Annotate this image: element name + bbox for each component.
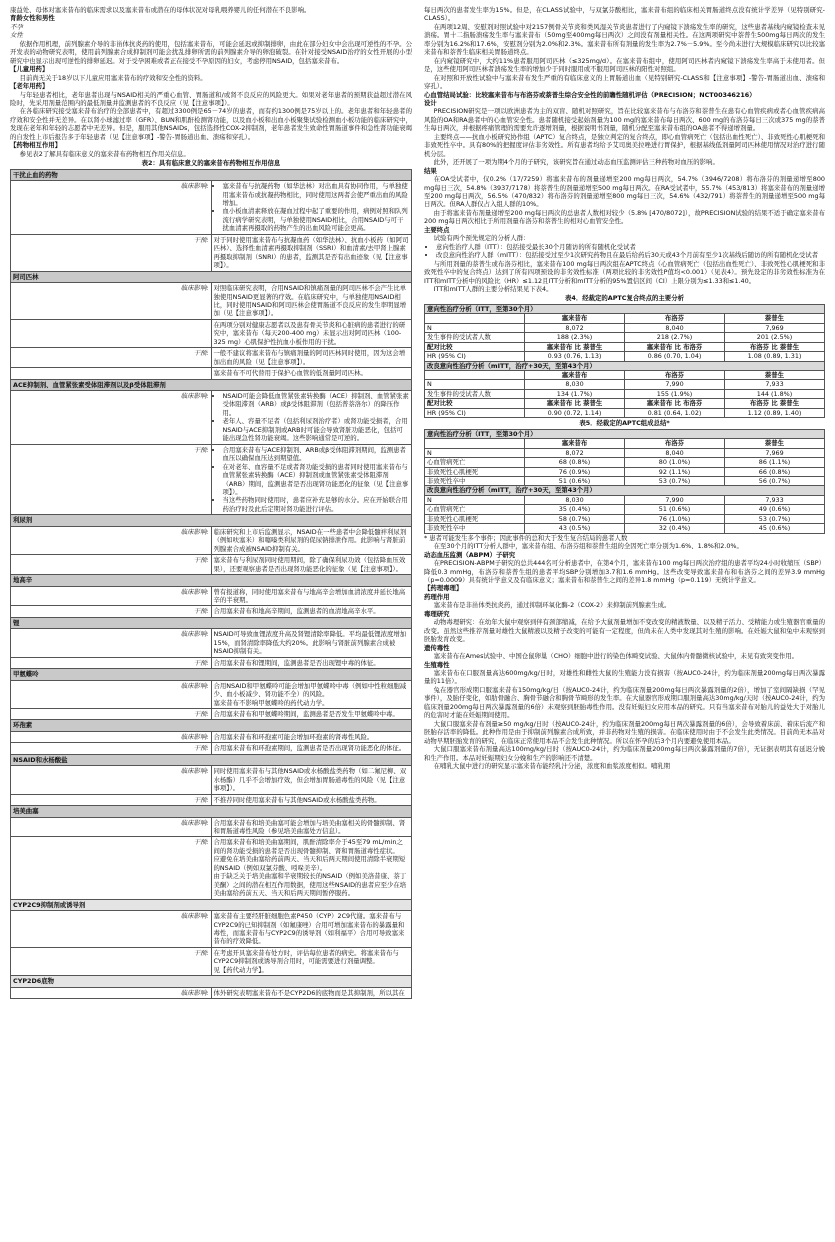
population-list (424, 243, 825, 260)
row-label: 配对比较 (425, 399, 525, 408)
table-row (11, 629, 412, 657)
table-cell: 塞来昔布 (525, 439, 625, 448)
table-row (425, 524, 825, 533)
cell-text: 由于缺乏关于培美曲塞和半衰期较长的NSAID（例如美洛昔康、萘丁美酮）之间的潜在相互作用数据，使用这些NSAID的患者应至少在培美曲塞给药前五天、当天和后两天期间暂停服药。 (213, 872, 407, 898)
row-label: 非致死性心肌梗死 (425, 467, 525, 476)
cell-text: 曾有报道称，同时使用塞来昔布与地高辛会增加血清浓度并延长地高辛的半衰期。 (213, 587, 406, 604)
table-row (425, 342, 825, 351)
cell-text: 合用塞来昔布和培美曲塞可能会增加与培美曲塞相关的骨髓抑制、肾和胃肠道毒性风险（参见培美曲塞处方信息）。 (213, 818, 406, 835)
row-label: 干预: (11, 794, 212, 805)
table-row (11, 368, 412, 379)
row-label: 配对比较 (425, 342, 525, 351)
row-content (211, 708, 412, 719)
row-label (425, 371, 525, 380)
table-row (11, 283, 412, 320)
row-label: 临床影响: (11, 731, 212, 742)
cell-text: 塞来昔布与利尿剂同时使用期间，除了确保利尿功效（包括降血压效果），还要观察患者是否出现肾功能恶化的征象（见【注意事项】）。 (213, 556, 406, 573)
table-cell: 萘普生 (725, 439, 825, 448)
table-cell: 布洛芬 (625, 371, 725, 380)
table-cell: 80 (1.0%) (625, 458, 725, 467)
table-row (425, 514, 825, 523)
list-item: • 合用塞来昔布与ACE抑制剂、ARB或β受体阻滞剂期间，监测患者血压以确保血压达到期望值。 (223, 446, 410, 463)
row-content (211, 657, 412, 668)
section-header: 干扰止血的药物 (11, 169, 412, 180)
section-header: 阿司匹林 (11, 271, 412, 282)
row-label: 发生事件的受试者人数 (425, 389, 525, 398)
table-cell: 布洛芬 比 萘普生 (725, 399, 825, 408)
table5-footnote: * 患者可能发生多个事件；因此事件的总和大于发生复合结局的患者人数 (424, 533, 628, 542)
cell-text: 临床研究和上市后监测显示，NSAID在一些患者中会降低髓袢利尿剂（例如呋塞米）和噻嗪类利尿剂的促尿钠排泄作用。此影响与肾脏前列腺素合成被NSAID抑制有关。 (213, 527, 407, 553)
table-row (11, 234, 412, 271)
table-row (11, 586, 412, 606)
row-content (211, 794, 412, 805)
row-label: N (425, 380, 525, 389)
table-row (11, 348, 412, 368)
table-section-header: 改良意向性治疗分析（mITT，治疗+30天，至第43个月） (425, 361, 825, 370)
table-cell: 53 (0.7%) (625, 477, 725, 486)
table-cell: 7,990 (625, 495, 725, 504)
row-label (425, 439, 525, 448)
heading-toxicology: 毒理研究 (424, 609, 450, 618)
row-label: N (425, 448, 525, 457)
paragraph-class-trial: 每日两次的患者发生率为15%。但是，在CLASS试验中，与双氯芬酸相比，塞来昔布组的临床相关胃肠道终点没有统计学差异（见特别研究-CLASS）。 (424, 6, 825, 23)
table-row (425, 429, 825, 438)
table-cell: 53 (0.7%) (725, 514, 825, 523)
row-label: 干预: (11, 743, 212, 754)
table-cell: 76 (0.9%) (525, 467, 625, 476)
section-row (11, 976, 412, 987)
table-cell: 58 (0.7%) (525, 514, 625, 523)
cell-text: 合用塞来昔布和培美曲塞期间，肌酐清除率介于45至79 mL/min之间的肾功能受损的患者是否出现骨髓抑制、肾和胃肠道毒性症状。 (213, 838, 403, 855)
table-row (11, 731, 412, 742)
row-label: 临床影响: (11, 283, 212, 320)
table-row (11, 766, 412, 794)
table-cell: 68 (0.8%) (525, 458, 625, 467)
row-label: 非致死性心肌梗死 (425, 514, 525, 523)
row-content (211, 234, 412, 271)
paragraph-substudy: 此外，还开展了一项为期4个月的子研究，该研究旨在通过动态血压监测评估三种药物对血压的影响。 (433, 158, 719, 167)
table-section-header: 意向性治疗分析（ITT，至第30个月） (425, 429, 825, 438)
row-label: 心血管病死亡 (425, 458, 525, 467)
paragraph-pharmacology: 塞来昔布是非甾体类抗炎药，通过抑制环氧化酶-2（COX-2）来抑制前列腺素生成。 (433, 601, 671, 610)
cell-text: 对照临床研究表明，合用NSAID和镇痛剂量的阿司匹林不会产生比单独使用NSAID更显著的疗效。在临床研究中，与单独使用NSAID相比，同时使用NSAID和阿司匹林会使胃肠道不良反应的发生率明显增加（见【注意事项】）。 (213, 284, 407, 318)
paragraph-repro-4: 大鼠口服塞来昔布剂量高达100mg/kg/日时（按AUC0-24计，约为临床剂量200mg每日两次暴露剂量的7倍），无证据表明其有延迟分娩和生产作用。本品对妊娠期妇女分娩和生产的影响还不清楚。 (424, 745, 825, 762)
row-content (211, 987, 412, 998)
table-section-header: 意向性治疗分析（ITT，至第30个月） (425, 304, 825, 313)
table-row (11, 657, 412, 668)
paragraph-repro-3: 大鼠口服塞来昔布剂量≥50 mg/kg/日时（按AUC0-24计，约为临床剂量200mg每日两次暴露剂量的6倍），会导致着床前、着床后流产和胚胎存活率的降低。此种作用是由于抑制前列腺素合成所致，并非药物对生殖的损害。在临床使用时由于不会发生此类情况。目前尚无本品对动物早期胚胎发育的研究，在临床正常使用本品不会发生此种情况。所以在怀孕的后3个月内要避免使用本品。 (424, 719, 825, 745)
heading-infertility: 不孕 (10, 22, 23, 31)
section-header: 地高辛 (11, 575, 412, 586)
left-column (10, 6, 412, 1238)
paragraph-mortality: 在至30个月的ITT分析人群中，塞来昔布组、布洛芬组和萘普生组的全因死亡率分别为1.6%、1.8%和2.0%。 (433, 542, 743, 551)
row-label: 干预: (11, 708, 212, 719)
section-row (11, 271, 412, 282)
cell-text: 合用塞来昔布和环孢素期间，监测患者是否出现肾功能恶化的体征。 (213, 744, 406, 753)
table-row (425, 361, 825, 370)
row-label: 干预: (11, 657, 212, 668)
heading-genotoxicity: 遗传毒性 (424, 643, 450, 652)
paragraph-repro-2: 兔在器官形成期口服塞来昔布150mg/kg/日（按AUC0-24计，约为临床剂量200mg每日两次暴露剂量的2倍），增加了室间隔缺损（罕见事件），及胎仔变化，如肋骨融合、胸骨节融合和胸骨节畸形的发生率。在大鼠器官形成期口服剂量高达30mg/kg/天时（按AUC0-24计，约为临床剂量200mg每日两次暴露剂量的6倍）未观察到胚胎毒性作用。没有妊娠妇女应用本品的研究。只有当塞来昔布对胎儿的益处大于对胎儿的危害时才能在妊娠期间使用。 (424, 685, 825, 720)
table-row (11, 708, 412, 719)
list-item: • 老年人、容量不足者（包括利尿剂治疗者）或肾功能受损者，合用NSAID与ACE抑制剂或ARB时可能会导致肾脏功能恶化，包括可能出现急性肾功能衰竭。这些影响通常是可逆的。 (223, 417, 410, 442)
list-item-itt: • 意向性治疗人群（ITT）：包括接受最长30个月随访的所有随机化受试者 (436, 243, 825, 251)
table-cell: 8,030 (525, 380, 625, 389)
table-cell: 8,072 (525, 323, 625, 332)
heading-cv-outcome: 心血管结局试验：比较塞来昔布与布洛芬或萘普生综合安全性的前瞻性随机评估（PRECISION；NCT00346216） (424, 90, 756, 99)
table-cell: 45 (0.6%) (725, 524, 825, 533)
table-cell: 8,030 (525, 495, 625, 504)
paragraph-dose-escalation: 在OA受试者中，仅0.2%（17/7259）将塞来昔布的剂量递增至200 mg每日两次，54.7%（3946/7208）将布洛芬的剂量递增至800 mg每日三次，54.8%（3937/7178）将萘普生的剂量递增至500 mg每日两次。在RA受试者中，55.7%（453/813）将塞来昔布的剂量递增至200 mg每日两次，56.5%（470/832）将布洛芬的剂量递增至800 mg每日三次，54.6%（432/791）将萘普生的剂量递增至500 mg每日两次。但RA人群仅占入组人群的10%。 (424, 175, 825, 209)
row-content (211, 837, 412, 899)
row-label: 非致死性卒中 (425, 524, 525, 533)
table-cell: 201 (2.5%) (725, 333, 825, 342)
table-row (425, 467, 825, 476)
section-header: NSAID和水杨酸盐 (11, 754, 412, 765)
heading-abpm: 动态血压监测（ABPM）子研究 (424, 550, 516, 559)
row-label: 临床影响: (11, 629, 212, 657)
row-label: 临床影响: (11, 181, 212, 235)
row-content (211, 181, 412, 235)
cell-text: 同时使用塞来昔布与其他NSAID或水杨酸盐类药物（如二氟尼柳、双水杨酯）几乎不会增加疗效，但会增加胃肠道毒性的风险（见【注意事项】）。 (213, 767, 407, 793)
section-header: 培美曲塞 (11, 806, 412, 817)
table-cell: 塞来昔布 比 萘普生 (525, 342, 625, 351)
table-cell: 0.93 (0.76, 1.13) (525, 352, 625, 361)
bullet-list (214, 446, 410, 514)
row-content (211, 947, 412, 975)
table-cell: 塞来昔布 比 萘普生 (525, 399, 625, 408)
table-cell: 35 (0.4%) (525, 505, 625, 514)
paragraph-gi-bleeding: 在对照和开放性试验中与塞来昔布发生严重的有临床意义的上胃肠道出血（见特别研究-CLASS和【注意事项】-警告-胃肠道出血、溃疡和穿孔）。 (424, 73, 825, 91)
table-cell: 0.86 (0.70, 1.04) (625, 352, 725, 361)
cell-text: 合用塞来昔布和环孢素可能会增加环孢素的肾毒性风险。 (213, 732, 374, 741)
table-cell: 7,933 (725, 380, 825, 389)
table-row (11, 911, 412, 948)
cell-text: 在考虑开具塞来昔布处方时，评估每位患者的病史。将塞来昔布与CYP2C9抑制剂或诱导剂合用时，可能需要进行剂量调整。 (213, 948, 399, 966)
paragraph-repro-1: 塞来昔布在口服剂量高达600mg/kg/日时，对雄性和雌性大鼠的生殖能力没有损害（按AUC0-24计，约为临床剂量200mg每日两次暴露量的11倍）。 (424, 668, 825, 686)
table-row (11, 444, 412, 515)
paragraph-genotoxicity: 塞来昔布在Ames试验中、中国仓鼠卵巢（CHO）细胞中进行的染色体畸变试验、大鼠体内骨髓微核试验中，未见有致突变作用。 (433, 652, 799, 661)
cell-text: 一般不建议将塞来昔布与镇痛剂量的阿司匹林同时使用，因为这会增加出血的风险（见【注意事项】）。 (213, 349, 406, 366)
table-cell: 1.12 (0.89, 1.40) (725, 408, 825, 417)
row-content (211, 319, 412, 347)
bullet-list (214, 392, 410, 443)
table-cell: 49 (0.6%) (725, 505, 825, 514)
section-header: 环孢素 (11, 720, 412, 731)
bullet-list (214, 182, 410, 233)
table-row (11, 794, 412, 805)
row-label (425, 314, 525, 323)
table-cell: 8,040 (625, 448, 725, 457)
table-cell: 7,933 (725, 495, 825, 504)
table-cell: 萘普生 (725, 371, 825, 380)
table-row (11, 319, 412, 347)
table-section-header: 改良意向性治疗分析（mITT，治疗+30天，至第43个月） (425, 486, 825, 495)
table-cell: 134 (1.7%) (525, 389, 625, 398)
cell-text: 应避免在培美曲塞给药前两天、当天和后两天期间使用清除半衰期短的NSAID（例如双氯芬酸、吲哚美辛）。 (213, 855, 406, 872)
table-cell: 43 (0.5%) (525, 524, 625, 533)
row-label: 非致死性卒中 (425, 477, 525, 486)
paragraph-lactation: 在哺乳大鼠中进行的研究显示塞来昔布能经乳汁分泌，浓度和血浆浓度相似。哺乳期 (433, 761, 671, 770)
row-label: 临床影响: (11, 987, 212, 998)
heading-fertility: 育龄女性和男性 (10, 14, 55, 23)
row-label: 临床影响: (11, 586, 212, 606)
row-content (211, 391, 412, 445)
table-row (425, 448, 825, 457)
table-row (425, 304, 825, 313)
table-row (425, 389, 825, 398)
row-label: 干预: (11, 606, 212, 617)
table-row (11, 606, 412, 617)
cell-text: 塞来昔布不可代替用于保护心血管的低剂量阿司匹林。 (213, 369, 367, 378)
table-row (425, 477, 825, 486)
section-row (11, 575, 412, 586)
cell-text: 合用NSAID和甲氨蝶呤可能会增加甲氨蝶呤中毒（例如中性粒细胞减少、血小板减少、肾功能不全）的风险。 (213, 681, 407, 699)
table-row (11, 391, 412, 445)
table-row (11, 555, 412, 575)
table-row (425, 352, 825, 361)
row-label: 干预: (11, 947, 212, 975)
heading-pediatric: 【儿童用药】 (10, 65, 49, 74)
row-label: 临床影响: (11, 526, 212, 554)
table-cell: 塞来昔布 (525, 314, 625, 323)
table-cell: 51 (0.6%) (525, 477, 625, 486)
row-label: 临床影响: (11, 911, 212, 948)
section-header: CYP2C9抑制剂或诱导剂 (11, 899, 412, 910)
table-cell: 144 (1.8%) (725, 389, 825, 398)
table-row (11, 181, 412, 235)
section-row (11, 899, 412, 910)
paragraph-geriatric-2: 在各临床研究接受塞来昔布治疗的全部患者中，有超过3300例是65－74岁的患者，而有约1300例是75岁以上的。老年患者和年轻患者的疗效和安全性并无差异。在以肾小球滤过率（GFR）、BUN和肌酐检测肾功能，以及血小板和出血小板聚集试验检测血小板功能的临床研究中，发现在老年和年轻的志愿者中无差异。但是，服用其他NSAIDs，包括选择性COX-2抑制剂，老年患者发生致命性胃肠道事件和急性肾功能衰竭的自发性上市后报告多于年轻患者（见【注意事项】-警告-胃肠道出血、溃疡和穿孔）。 (10, 107, 412, 141)
cell-text: 塞来昔布不影响甲氨蝶呤的药代动力学。 (213, 698, 329, 707)
cell-text: 不推荐同时使用塞来昔布与其他NSAID或水杨酸盐类药物。 (213, 795, 381, 804)
table-cell: 51 (0.6%) (625, 505, 725, 514)
paragraph-endoscopic: 在两项12周、安慰剂对照试验中对2157例骨关节炎和类风湿关节炎患者进行了内窥镜下溃疡发生率的研究，这些患者基线内窥镜检查未见溃疡。胃十二指肠溃疡发生率与塞来昔布（50mg至400mg每日两次）之间没有剂量相关性。在这两项研究中萘普生500mg每日两次的发生率分别为16.2%和17.6%，安慰剂分别为2.0%和2.3%。塞来昔布所有剂量的发生率为2.7%－5.9%。至今尚未进行大规模临床研究以比较塞来昔布和萘普生临床相关胃肠道终点。 (424, 22, 825, 57)
cell-text: 在两项分别对健康志愿者以及患有骨关节炎和心脏病的患者进行的研究中，塞来昔布（每天200-400 mg）未显示出对阿司匹林（100-325 mg）心肌保护性抗血小板作用的干扰。 (213, 320, 406, 346)
paragraph-table4-intro: ITT和mITT人群的主要分析结果见下表4。 (433, 284, 553, 293)
table-cell: 7,969 (725, 323, 825, 332)
row-content (211, 629, 412, 657)
heading-pharmacology-toxicology: 【药理毒理】 (424, 584, 463, 593)
table-row (425, 408, 825, 417)
table-cell: 塞来昔布 比 布洛芬 (625, 342, 725, 351)
row-content (211, 368, 412, 379)
row-label: HR (95% CI) (425, 408, 525, 417)
row-label: 心血管病死亡 (425, 505, 525, 514)
list-item: • 当这些药物同时使用时，患者应补充足够的水分。应在开始联合用药治疗时及此后定期对肾功能进行评估。 (223, 496, 410, 513)
table-row (11, 837, 412, 899)
table-cell: 218 (2.7%) (625, 333, 725, 342)
row-content (211, 444, 412, 515)
table-cell: 66 (0.8%) (725, 467, 825, 476)
section-row (11, 720, 412, 731)
table-row (425, 380, 825, 389)
section-row (11, 754, 412, 765)
table5-caption: 表5．经裁定的APTC组成总结* (579, 419, 670, 428)
section-header: 锂 (11, 617, 412, 628)
paragraph-populations: 试验有两个预先规定的分析人群： (433, 234, 530, 243)
table-cell: 塞来昔布 比 布洛芬 (625, 399, 725, 408)
heading-pharmacology: 药理作用 (424, 592, 450, 601)
row-content (211, 586, 412, 606)
row-content (211, 911, 412, 948)
table-cell: 1.08 (0.89, 1.31) (725, 352, 825, 361)
heading-female: 女性 (10, 31, 23, 40)
row-label: 临床影响: (11, 766, 212, 794)
table-cell: 56 (0.7%) (725, 477, 825, 486)
paragraph-primary-endpoint-def: 主要终点——抗血小板研究协作组（APTC）复合终点，是独立判定的复合终点，即心血管病死亡（包括出血性死亡）、非致死性心肌梗死和非致死性卒中。具有80%的把握度评估非劣效性。所有患者均给予艾司奥美拉唑进行胃保护，根据基线低剂量阿司匹林使用情况对治疗进行随机分层。 (424, 132, 825, 158)
row-label: N (425, 323, 525, 332)
row-label: 干预: (11, 348, 212, 368)
paragraph-precision-design: PRECISION研究是一项以欧洲患者为主的双盲、随机对照研究，旨在比较塞来昔布与布洛芬和萘普生在患有心血管疾病或者心血管疾病高风险的OA和RA患者中的心血管安全性。患者随机接受起始剂量为100 mg的塞来昔布每日两次、600 mg的布洛芬每日三次或375 mg的萘普生每日两次，并根据疼痛管理的需要允许逐增剂量，根据说明书剂量，随机分配至塞来昔布组的OA患者不得递增剂量。 (424, 107, 825, 133)
row-label (11, 319, 212, 347)
table-cell: 布洛芬 比 萘普生 (725, 342, 825, 351)
row-label: 临床影响: (11, 680, 212, 708)
table-row (425, 458, 825, 467)
cell-text: 合用塞来昔布和甲氨蝶呤期间，监测患者是否发生甲氨蝶呤中毒。 (213, 709, 399, 718)
paragraph-abpm: 在PRECISION-ABPM子研究的总共444名可分析患者中，在第4个月，塞来昔布100 mg每日两次治疗组的患者平均24小时收缩压（SBP）降低0.3 mmHg，布洛芬和萘普生组的患者平均SBP分别增加3.7和1.6 mmHg。这些改变导致塞来昔布和布洛芬之间的差异3.9 mmHg（p=0.0009）具有统计学意义及有临床意义；塞来昔布和萘普生之间的差异1.8 mmHg（p=0.119）无统计学意义。 (424, 559, 825, 584)
section-row (11, 515, 412, 526)
section-row (11, 806, 412, 817)
heading-reproductive-toxicity: 生殖毒性 (424, 660, 450, 669)
table-cell: 8,072 (525, 448, 625, 457)
heading-drug-interactions: 【药物相互作用】 (10, 141, 62, 150)
cell-text: 合用塞来昔布和锂期间，监测患者是否出现锂中毒的体征。 (213, 658, 380, 667)
list-item-mitt: • 改良意向性治疗人群（mITT）：包括接受过至少1次研究药物且在最后给药后30天或43个月前有至少1次基线后随访的所有随机化受试者 (436, 251, 825, 259)
row-label: 临床影响: (11, 391, 212, 445)
row-label: 干预: (11, 234, 212, 271)
paragraph-interactions: 参见表2了解具有临床意义的塞来昔布药物相互作用关信息。 (19, 149, 190, 158)
cell-text: NSAID可导致血锂浓度升高及肾锂清除率降低。平均最低锂浓度增加15%，而肾清除率降低大约20%。此影响与肾脏前列腺素合成被NSAID抑制有关。 (213, 630, 407, 656)
row-label (11, 368, 212, 379)
aptc-components-table (424, 429, 825, 534)
heading-geriatric: 【老年用药】 (10, 82, 49, 91)
table-row (11, 680, 412, 708)
paragraph-animal-toxicology: 动物毒理研究：在幼年大鼠中观察到伴有颈部缩减，在给予大鼠剂量增加不变改变的精液数量、以及精子活力、受精能力或生殖器官重量的改变。虽然这些推荐剂量对雄性大鼠精液以及精子改变的可能有一定程度，但尚未在人类中发现其对生殖的影响。在妊娠大鼠和兔中未观察到胚胎发育改变。 (424, 618, 825, 644)
heading-results: 结果 (424, 166, 437, 175)
table-cell: 塞来昔布 (525, 371, 625, 380)
table-cell: 布洛芬 (625, 439, 725, 448)
table-cell: 86 (1.1%) (725, 458, 825, 467)
section-header: 利尿剂 (11, 515, 412, 526)
row-content (211, 555, 412, 575)
table-row (425, 323, 825, 332)
table-row (425, 371, 825, 380)
table-cell: 32 (0.4%) (625, 524, 725, 533)
list-item: • 塞来昔布与抗凝药物（如华法林）对出血具有协同作用，与单独使用塞来昔布或抗凝药物相比，同时使用这两者会使严重出血的风险增加。 (223, 182, 410, 207)
table-cell: 155 (1.9%) (625, 389, 725, 398)
list-item: • 在对老年、血容量不足或者肾功能受损的患者同时使用塞来昔布与血管紧张素转换酶（ACE）抑制剂或血管紧张素受体阻滞剂（ARB）期间，监测患者是否出现肾功能恶化的征象（见【注意事项】）。 (223, 463, 410, 497)
section-row (11, 617, 412, 628)
heading-design: 设计 (424, 98, 437, 107)
section-header: CYP2D6底物 (11, 976, 412, 987)
table-row (425, 399, 825, 408)
interaction-table (10, 169, 412, 1000)
table-cell: 萘普生 (725, 314, 825, 323)
paragraph-geriatric-1: 与年轻患者相比，老年患者出现与NSAID相关的严重心血管、胃肠道和/或肾不良反应的风险更大。如果对老年患者的预期获益超过潜在风险时，先采用剂量范围内的最低剂量并监测患者的不良反应（见【注意事项】）。 (10, 90, 412, 107)
table-row (11, 743, 412, 754)
table-row (11, 526, 412, 554)
table-cell: 188 (2.3%) (525, 333, 625, 342)
aptc-primary-table (424, 304, 825, 418)
table-row (425, 505, 825, 514)
row-content (211, 348, 412, 368)
table-cell: 92 (1.1%) (625, 467, 725, 476)
row-label: 干预: (11, 555, 212, 575)
table-cell: 8,040 (625, 323, 725, 332)
table-row (425, 495, 825, 504)
row-label: 临床影响: (11, 817, 212, 837)
table-cell: 0.81 (0.64, 1.02) (625, 408, 725, 417)
row-label: 发生事件的受试者人数 (425, 333, 525, 342)
table-row (425, 314, 825, 323)
cell-text: 见【药代动力学】。 (213, 965, 268, 974)
section-header: ACE抑制剂、血管紧张素受体阻滞剂以及β受体阻滞剂 (11, 379, 412, 390)
table-row (11, 817, 412, 837)
row-content (211, 817, 412, 837)
table-cell: 7,969 (725, 448, 825, 457)
table-cell: 76 (1.0%) (625, 514, 725, 523)
table-row (11, 987, 412, 998)
intro-paragraph: 康益处、母体对塞来昔布的临床需求以及塞来昔布或潜在的母体状况对母乳喂养婴儿的任何潜在不良影响。 (10, 6, 311, 14)
right-column (424, 6, 825, 1238)
table-row (425, 486, 825, 495)
table-row (425, 333, 825, 342)
paragraph-aspirin: 在内窥镜研究中，大约11%患者服用阿司匹林（≤325mg/d）。在塞来昔布组中，使用阿司匹林者内窥镜下溃疡发生率高于未使用者。但是，这些使用阿司匹林者溃疡发生率的增加少于同时服用或不服用阿司匹林的阳性对照组。 (424, 56, 825, 74)
heading-primary-endpoint: 主要终点 (424, 225, 450, 234)
row-content (211, 526, 412, 554)
list-item: • 血小板血清素释放在凝血过程中起了重要的作用，病例对照和队列流行病学研究表明，与单独使用NSAID相比，合用NSAID与可干扰血清素再摄取的药物产生的出血风险可能会更高。 (223, 207, 410, 232)
section-row (11, 669, 412, 680)
section-row (11, 379, 412, 390)
cell-text: 塞来昔布主要经肝脏细胞色素P450（CYP）2C9代谢。塞来昔布与CYP2C9的已知抑制剂（如氟康唑）合用可增加塞来昔布的暴露量和毒性，而塞来昔布与CYP2C9的诱导剂（如利福平）合用可导致塞来昔布的疗效降低。 (213, 912, 405, 946)
cell-text: 体外研究表明塞来昔布不是CYP2D6的底物而是其抑制剂，所以其在 (213, 988, 405, 997)
paragraph-noninferiority: 与所用剂量的萘普生或布洛芬相比，塞来昔布100 mg每日两次组在APTC终点（心血管病死亡（包括出血性死亡）、非致死性心肌梗死和非致死性卒中的复合终点）达到了所有四项预设的非劣效性标准（两项比较的非劣效性P值均<0.001）（见表4）。预先设定的非劣效性标准为在ITT和mITT分析中的风险比（HR）≤1.12且ITT分析和mITT分析的95%置信区间（CI）上限分别为≤1.33和≤1.40。 (424, 259, 825, 285)
cell-text: 对于同时使用塞来昔布与抗凝血药（如华法林）、抗血小板药（如阿司匹林）、选择性血清素再摄取抑制剂（SSRI）和血清素/去甲肾上腺素再摄取抑制剂（SNRI）的患者，监测其是否有出血迹象（见【注意事项】）。 (213, 235, 409, 270)
table2-caption: 表2：具有临床意义的塞来昔布药物相互作用信息 (141, 159, 281, 168)
row-content (211, 743, 412, 754)
table-cell: 0.90 (0.72, 1.14) (525, 408, 625, 417)
paragraph-limitations: 由于将塞来昔布剂量递增至200 mg每日两次的总患者人数相对较少（5.8% [470/8072]），故PRECISION试验的结果不适于确定塞来昔布200 mg每日两次相比于所用剂量布洛芬和萘普生的相对心血管安全性。 (424, 208, 825, 226)
row-label: 干预: (11, 837, 212, 899)
table-row (11, 947, 412, 975)
table-cell: 7,990 (625, 380, 725, 389)
paragraph-pediatric: 目前尚无关于18岁以下儿童应用塞来昔布的疗效和安全性的资料。 (19, 73, 207, 82)
section-row (11, 169, 412, 180)
cell-text: 合用塞来昔布和地高辛期间，监测患者的血清地高辛水平。 (213, 607, 380, 616)
row-label: 干预: (11, 444, 212, 515)
row-content (211, 283, 412, 320)
list-item: • NSAID可能会降低血管紧张素转换酶（ACE）抑制剂、血管紧张素受体阻滞剂（ARB）或β受体阻滞剂（包括普萘洛尔）的降压作用。 (223, 392, 410, 417)
row-content (211, 766, 412, 794)
row-label: HR (95% CI) (425, 352, 525, 361)
row-content (211, 680, 412, 708)
section-header: 甲氨蝶呤 (11, 669, 412, 680)
table-row (425, 439, 825, 448)
paragraph-infertility: 依据作用机理，前列腺素介导的非甾体抗炎药的使用，包括塞来昔布，可能会延迟或抑制排卵，由此在部分妇女中会出现可逆性的不孕。公开发表的动物研究表明，使用前列腺素合成抑制剂可能会扰乱排卵所需的前列腺素介导的卵泡破裂。在针对接受NSAID治疗的女性开展的小型研究中也显示出现可逆性的排卵延迟。对于受孕困难或者正在接受不孕原因的妇女，考虑停用NSAID，包括塞来昔布。 (10, 39, 412, 65)
row-label: N (425, 495, 525, 504)
table-cell: 布洛芬 (625, 314, 725, 323)
row-content (211, 606, 412, 617)
row-content (211, 731, 412, 742)
table4-caption: 表4．经裁定的APTC复合终点的主要分析 (565, 294, 684, 303)
